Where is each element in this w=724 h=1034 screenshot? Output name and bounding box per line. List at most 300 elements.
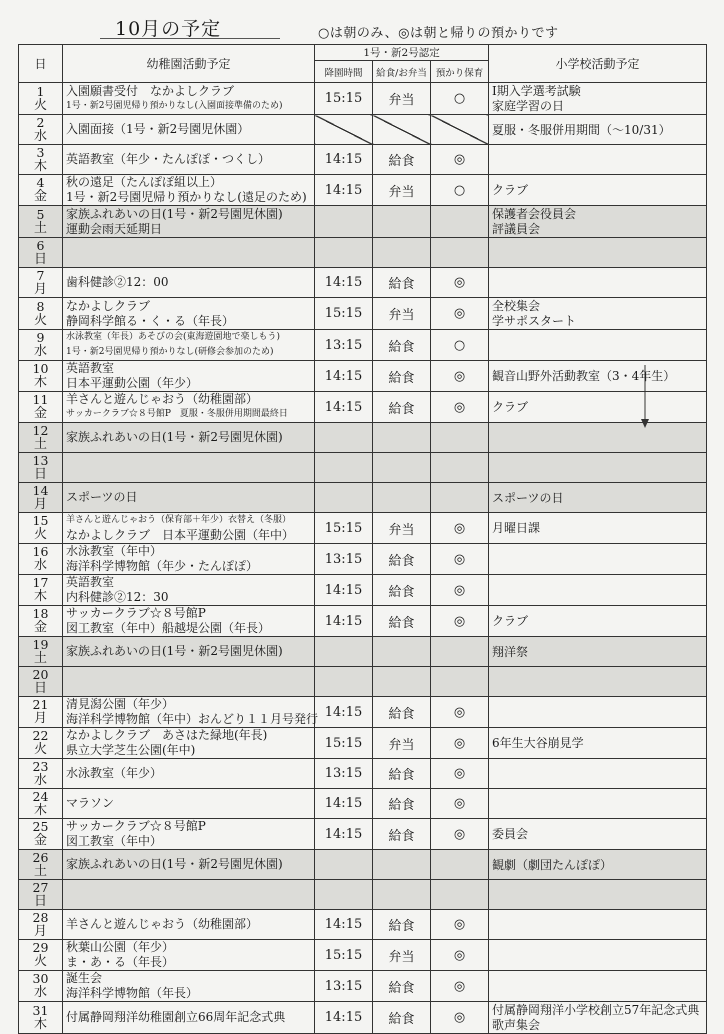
table-row xyxy=(19,453,707,483)
table-row xyxy=(19,637,707,667)
activity-line: 図工教室（年中） xyxy=(66,834,163,848)
activity-line: 家族ふれあいの日(1号・新2号園児休園) xyxy=(66,430,283,444)
activity-line: サッカークラブ☆８号館P xyxy=(66,606,206,620)
weekday: 土 xyxy=(33,220,47,236)
school-activity-cell xyxy=(489,83,707,115)
schedule-body xyxy=(19,83,707,1034)
weekday: 月 xyxy=(33,923,47,939)
kinder-activity-cell xyxy=(63,175,315,206)
day-number: 24 xyxy=(32,788,49,804)
table-row xyxy=(19,175,707,206)
legend-note: ○は朝のみ、◎は朝と帰りの預かりです xyxy=(318,26,559,41)
day-number: 21 xyxy=(32,697,49,712)
care-cell: ◎ xyxy=(431,392,489,423)
kinder-activity-cell xyxy=(63,1002,315,1034)
time-cell: 15:15 xyxy=(315,940,373,971)
day-cell xyxy=(19,759,63,789)
activity-line: 羊さんと遊んじゃおう（幼稚園部） xyxy=(66,392,259,406)
school-activity-cell xyxy=(489,544,707,575)
meal-cell: 給食 xyxy=(373,910,431,940)
day-cell xyxy=(19,392,63,423)
meal-cell xyxy=(373,206,431,238)
time-cell: 13:15 xyxy=(315,330,373,361)
activity-line: 秋葉山公園（年少） xyxy=(66,940,175,954)
care-cell: ◎ xyxy=(431,544,489,575)
care-cell: ◎ xyxy=(431,759,489,789)
table-row xyxy=(19,115,707,145)
day-cell xyxy=(19,513,63,544)
kinder-activity-cell xyxy=(63,423,315,453)
care-cell: ◎ xyxy=(431,728,489,759)
school-activity-cell xyxy=(489,453,707,483)
meal-cell xyxy=(373,423,431,453)
weekday: 火 xyxy=(33,954,47,969)
kinder-activity-cell xyxy=(63,880,315,910)
kinder-activity-cell xyxy=(63,115,315,145)
kinder-activity-cell xyxy=(63,268,315,298)
weekday: 金 xyxy=(33,620,47,635)
school-activity-cell xyxy=(489,1002,707,1034)
weekday: 水 xyxy=(33,558,47,573)
meal-cell: 弁当 xyxy=(373,298,431,330)
kinder-activity-cell xyxy=(63,145,315,175)
day-number: 17 xyxy=(32,575,49,590)
day-number: 25 xyxy=(32,819,49,834)
weekday: 日 xyxy=(33,251,47,267)
table-row xyxy=(19,544,707,575)
table-row xyxy=(19,850,707,880)
time-cell: 15:15 xyxy=(315,83,373,115)
weekday: 火 xyxy=(33,97,47,113)
table-row xyxy=(19,759,707,789)
meal-cell: 給食 xyxy=(373,606,431,637)
activity-line: 英語教室 xyxy=(66,575,115,589)
activity-line: 1号・新2号園児帰り預かりなし(研修会参加のため) xyxy=(66,347,274,357)
care-cell: ◎ xyxy=(431,697,489,728)
day-number: 26 xyxy=(32,849,49,865)
weekday: 水 xyxy=(33,344,47,359)
weekday: 金 xyxy=(33,189,47,204)
activity-line: スポーツの日 xyxy=(66,490,138,504)
care-cell: ◎ xyxy=(431,819,489,850)
kinder-activity-cell xyxy=(63,238,315,268)
weekday: 木 xyxy=(33,589,47,604)
school-line: 観音山野外活動教室（3・4年生） xyxy=(492,369,676,383)
day-number: 23 xyxy=(32,758,49,774)
school-line: 観劇（劇団たんぽぽ） xyxy=(492,857,613,872)
kinder-activity-cell xyxy=(63,940,315,971)
time-cell xyxy=(315,483,373,513)
meal-cell xyxy=(373,238,431,268)
meal-cell xyxy=(373,850,431,880)
school-activity-cell xyxy=(489,330,707,361)
activity-line: なかよしクラブ xyxy=(66,298,151,313)
activity-line: 1号・新2号園児帰り預かりなし(遠足のため) xyxy=(66,190,307,204)
activity-line: 水泳教室（年少） xyxy=(66,766,163,780)
time-cell: 15:15 xyxy=(315,513,373,544)
day-number: 2 xyxy=(36,114,45,130)
time-cell: 15:15 xyxy=(315,728,373,759)
kinder-activity-cell xyxy=(63,789,315,819)
school-line: 翔洋祭 xyxy=(492,644,529,659)
day-number: 18 xyxy=(32,606,49,621)
kinder-activity-cell xyxy=(63,728,315,759)
day-number: 1 xyxy=(36,83,45,99)
kinder-activity-cell xyxy=(63,697,319,728)
school-activity-cell xyxy=(489,361,707,392)
table-row xyxy=(19,330,707,361)
day-cell xyxy=(19,910,63,940)
time-cell xyxy=(315,238,373,268)
kinder-activity-cell xyxy=(63,392,315,423)
school-activity-cell xyxy=(489,667,707,697)
meal-cell xyxy=(373,453,431,483)
kinder-activity-cell xyxy=(63,759,315,789)
activity-line: 運動会雨天延期日 xyxy=(66,221,163,236)
weekday: 火 xyxy=(33,742,47,757)
day-cell xyxy=(19,330,63,361)
activity-line: 家族ふれあいの日(1号・新2号園児休園) xyxy=(66,857,283,871)
meal-cell: 給食 xyxy=(373,1002,431,1034)
school-activity-cell xyxy=(489,606,707,637)
time-cell: 14:15 xyxy=(315,268,373,298)
school-activity-cell xyxy=(489,819,707,850)
school-activity-cell xyxy=(489,513,707,544)
care-cell: ◎ xyxy=(431,789,489,819)
school-activity-cell xyxy=(489,115,707,145)
meal-cell: 給食 xyxy=(373,330,431,361)
activity-line: 英語教室（年少・たんぽぽ・つくし） xyxy=(66,152,271,166)
school-activity-cell xyxy=(489,175,707,206)
meal-cell: 給食 xyxy=(373,361,431,392)
care-cell: ◎ xyxy=(431,145,489,175)
table-row xyxy=(19,880,707,910)
meal-cell: 給食 xyxy=(373,145,431,175)
day-number: 22 xyxy=(32,728,49,743)
day-number: 7 xyxy=(36,267,45,283)
school-activity-cell xyxy=(489,575,707,606)
table-row xyxy=(19,575,707,606)
activity-line: 内科健診②12：30 xyxy=(66,590,169,604)
activity-line: 家族ふれあいの日(1号・新2号園児休園) xyxy=(66,644,283,658)
time-cell xyxy=(315,667,373,697)
day-cell xyxy=(19,268,63,298)
weekday: 月 xyxy=(33,496,47,512)
weekday: 金 xyxy=(33,833,47,848)
title-underline xyxy=(100,38,280,39)
table-row xyxy=(19,483,707,513)
day-cell xyxy=(19,697,63,728)
activity-line: 県立大学芝生公園(年中) xyxy=(66,743,196,757)
day-number: 6 xyxy=(36,237,45,253)
school-activity-cell xyxy=(489,697,707,728)
day-cell xyxy=(19,971,63,1002)
activity-line: サッカークラブ☆８号館P 夏服・冬服併用期間最終日 xyxy=(66,409,288,419)
day-number: 11 xyxy=(32,392,49,407)
day-number: 4 xyxy=(36,175,45,190)
day-number: 20 xyxy=(32,666,49,682)
table-row xyxy=(19,145,707,175)
table-row xyxy=(19,910,707,940)
care-cell xyxy=(431,453,489,483)
kinder-activity-cell xyxy=(63,819,315,850)
meal-cell: 給食 xyxy=(373,392,431,423)
school-line: 委員会 xyxy=(492,827,529,841)
activity-line: 海洋科学博物館（年中）おんどり１１月号発行 xyxy=(66,712,319,726)
care-cell xyxy=(431,667,489,697)
activity-line: 入園願書受付 なかよしクラブ xyxy=(66,83,235,98)
school-line: クラブ xyxy=(492,614,529,628)
activity-line: マラソン xyxy=(66,796,115,810)
school-activity-cell xyxy=(489,910,707,940)
day-cell xyxy=(19,850,63,880)
care-cell: ○ xyxy=(431,83,489,115)
day-cell xyxy=(19,728,63,759)
time-cell: 13:15 xyxy=(315,544,373,575)
activity-line: 1号・新2号園児帰り預かりなし(入園面接準備のため) xyxy=(66,100,283,111)
time-cell: 14:15 xyxy=(315,361,373,392)
weekday: 金 xyxy=(33,406,47,421)
day-number: 16 xyxy=(32,544,49,559)
activity-line: 羊さんと遊んじゃおう（保育部＋年少）衣替え（冬服） xyxy=(66,515,292,525)
school-activity-cell xyxy=(489,850,707,880)
time-cell xyxy=(315,637,373,667)
day-number: 28 xyxy=(32,909,49,925)
weekday: 木 xyxy=(33,375,47,390)
day-number: 8 xyxy=(36,298,45,314)
day-cell xyxy=(19,115,63,145)
day-number: 19 xyxy=(32,636,49,652)
time-cell xyxy=(315,850,373,880)
weekday: 火 xyxy=(33,312,47,328)
school-line: クラブ xyxy=(492,183,529,197)
meal-cell xyxy=(373,880,431,910)
kinder-activity-cell xyxy=(63,544,315,575)
day-cell xyxy=(19,1002,63,1034)
activity-line: 清見潟公園（年少） xyxy=(66,697,175,711)
care-cell: ◎ xyxy=(431,513,489,544)
kinder-activity-cell xyxy=(63,971,315,1002)
care-cell: ◎ xyxy=(431,575,489,606)
time-cell: 13:15 xyxy=(315,759,373,789)
weekday: 月 xyxy=(33,281,47,297)
activity-line: サッカークラブ☆８号館P xyxy=(66,819,206,833)
day-cell xyxy=(19,819,63,850)
table-row xyxy=(19,971,707,1002)
weekday: 水 xyxy=(33,985,47,1000)
school-line: 保護者会役員会 xyxy=(492,207,577,221)
weekday: 火 xyxy=(33,527,47,542)
day-number: 15 xyxy=(32,513,49,528)
time-cell: 14:15 xyxy=(315,789,373,819)
activity-line: なかよしクラブ 日本平運動公園（年中） xyxy=(66,528,295,542)
time-cell xyxy=(315,423,373,453)
table-row xyxy=(19,1002,707,1034)
meal-cell: 給食 xyxy=(373,971,431,1002)
activity-line: 海洋科学博物館（年長） xyxy=(66,986,199,1000)
activity-line: 水泳教室（年長）あそびの会(東海遊園地で楽しもう) xyxy=(66,332,281,342)
day-cell xyxy=(19,544,63,575)
day-cell xyxy=(19,83,63,115)
day-cell xyxy=(19,175,63,206)
school-activity-cell xyxy=(489,392,707,423)
col-header-care: 預かり保育 xyxy=(431,61,489,83)
meal-cell xyxy=(373,115,431,145)
day-number: 3 xyxy=(36,144,45,160)
meal-cell: 給食 xyxy=(373,819,431,850)
school-line: Ⅰ期入学選考試験 xyxy=(492,84,581,98)
kinder-activity-cell xyxy=(63,667,315,697)
day-cell xyxy=(19,880,63,910)
school-activity-cell xyxy=(489,238,707,268)
table-row xyxy=(19,606,707,637)
meal-cell xyxy=(373,637,431,667)
school-activity-cell xyxy=(489,206,707,238)
weekday: 水 xyxy=(33,772,47,788)
care-cell: ○ xyxy=(431,175,489,206)
day-cell xyxy=(19,606,63,637)
weekday: 水 xyxy=(33,128,47,144)
care-cell xyxy=(431,880,489,910)
time-cell: 15:15 xyxy=(315,298,373,330)
day-cell xyxy=(19,361,63,392)
day-cell xyxy=(19,238,63,268)
table-row xyxy=(19,392,707,423)
meal-cell: 給食 xyxy=(373,789,431,819)
time-cell: 14:15 xyxy=(315,175,373,206)
school-line: クラブ xyxy=(492,400,529,414)
table-row xyxy=(19,667,707,697)
care-cell xyxy=(431,423,489,453)
weekday: 木 xyxy=(33,1016,47,1032)
activity-line: ま・あ・る（年長） xyxy=(66,955,175,969)
meal-cell: 給食 xyxy=(373,268,431,298)
table-row xyxy=(19,789,707,819)
col-header-meal: 給食/お弁当 xyxy=(373,61,431,83)
day-number: 31 xyxy=(32,1002,49,1018)
table-row xyxy=(19,206,707,238)
kinder-activity-cell xyxy=(63,298,315,330)
meal-cell: 給食 xyxy=(373,759,431,789)
kinder-activity-cell xyxy=(63,575,315,606)
kinder-activity-cell xyxy=(63,453,315,483)
day-cell xyxy=(19,789,63,819)
col-header-day: 日 xyxy=(19,45,63,83)
day-cell xyxy=(19,667,63,697)
meal-cell: 弁当 xyxy=(373,175,431,206)
table-row xyxy=(19,298,707,330)
weekday: 土 xyxy=(33,863,47,879)
care-cell: ◎ xyxy=(431,606,489,637)
school-activity-cell xyxy=(489,637,707,667)
day-cell xyxy=(19,637,63,667)
school-line: 全校集会 xyxy=(492,299,541,313)
table-row xyxy=(19,268,707,298)
day-cell xyxy=(19,206,63,238)
care-cell: ◎ xyxy=(431,910,489,940)
day-number: 14 xyxy=(32,482,49,498)
care-cell xyxy=(431,850,489,880)
kinder-activity-cell xyxy=(63,361,315,392)
time-cell: 14:15 xyxy=(315,910,373,940)
school-line: 夏服・冬服併用期間（〜10/31） xyxy=(492,122,671,137)
activity-line: 海洋科学博物館（年少・たんぽぽ） xyxy=(66,559,259,573)
care-cell: ◎ xyxy=(431,940,489,971)
care-cell xyxy=(431,206,489,238)
care-cell xyxy=(431,637,489,667)
school-activity-cell xyxy=(489,298,707,330)
meal-cell: 給食 xyxy=(373,544,431,575)
kinder-activity-cell xyxy=(63,206,315,238)
school-line: 6年生大谷崩見学 xyxy=(492,736,584,750)
time-cell xyxy=(315,453,373,483)
school-line: 付属静岡翔洋小学校創立57年記念式典 xyxy=(492,1003,700,1017)
school-line: 歌声集会 xyxy=(492,1018,541,1032)
meal-cell: 弁当 xyxy=(373,513,431,544)
time-cell: 14:15 xyxy=(315,1002,373,1034)
school-activity-cell xyxy=(489,728,707,759)
col-header-kinder: 幼稚園活動予定 xyxy=(63,45,315,83)
table-row xyxy=(19,940,707,971)
arrow-down-icon xyxy=(640,365,650,429)
table-row xyxy=(19,83,707,115)
activity-line: 図工教室（年中）船越堤公園（年長） xyxy=(66,621,271,635)
time-cell: 14:15 xyxy=(315,575,373,606)
table-row xyxy=(19,361,707,392)
care-cell: ◎ xyxy=(431,361,489,392)
activity-line: 秋の遠足（たんぽぽ組以上） xyxy=(66,175,223,189)
day-cell xyxy=(19,483,63,513)
school-activity-cell xyxy=(489,971,707,1002)
time-cell xyxy=(315,880,373,910)
school-activity-cell xyxy=(489,880,707,910)
col-header-group: 1号・新2号認定 xyxy=(315,45,489,61)
kinder-activity-cell xyxy=(63,606,315,637)
weekday: 土 xyxy=(33,650,47,666)
time-cell: 14:15 xyxy=(315,819,373,850)
meal-cell: 弁当 xyxy=(373,728,431,759)
table-row xyxy=(19,513,707,544)
day-number: 30 xyxy=(32,971,49,986)
care-cell: ◎ xyxy=(431,268,489,298)
school-activity-cell xyxy=(489,789,707,819)
kinder-activity-cell xyxy=(63,910,315,940)
time-cell: 14:15 xyxy=(315,392,373,423)
activity-line: 家族ふれあいの日(1号・新2号園児休園) xyxy=(66,206,283,221)
day-number: 9 xyxy=(36,330,45,345)
kinder-activity-cell xyxy=(63,513,315,544)
care-cell xyxy=(431,483,489,513)
school-activity-cell xyxy=(489,268,707,298)
table-row xyxy=(19,819,707,850)
day-cell xyxy=(19,145,63,175)
meal-cell: 給食 xyxy=(373,697,431,728)
activity-line: 英語教室 xyxy=(66,361,115,375)
time-cell: 13:15 xyxy=(315,971,373,1002)
meal-cell: 給食 xyxy=(373,575,431,606)
table-row xyxy=(19,728,707,759)
weekday: 月 xyxy=(33,711,47,726)
time-cell xyxy=(315,115,373,145)
activity-line: 日本平運動公園（年少） xyxy=(66,376,199,390)
time-cell xyxy=(315,206,373,238)
school-line: 家庭学習の日 xyxy=(492,99,565,113)
school-activity-cell xyxy=(489,145,707,175)
care-cell: ○ xyxy=(431,330,489,361)
care-cell xyxy=(431,238,489,268)
weekday: 日 xyxy=(33,893,47,909)
day-number: 27 xyxy=(32,879,49,895)
